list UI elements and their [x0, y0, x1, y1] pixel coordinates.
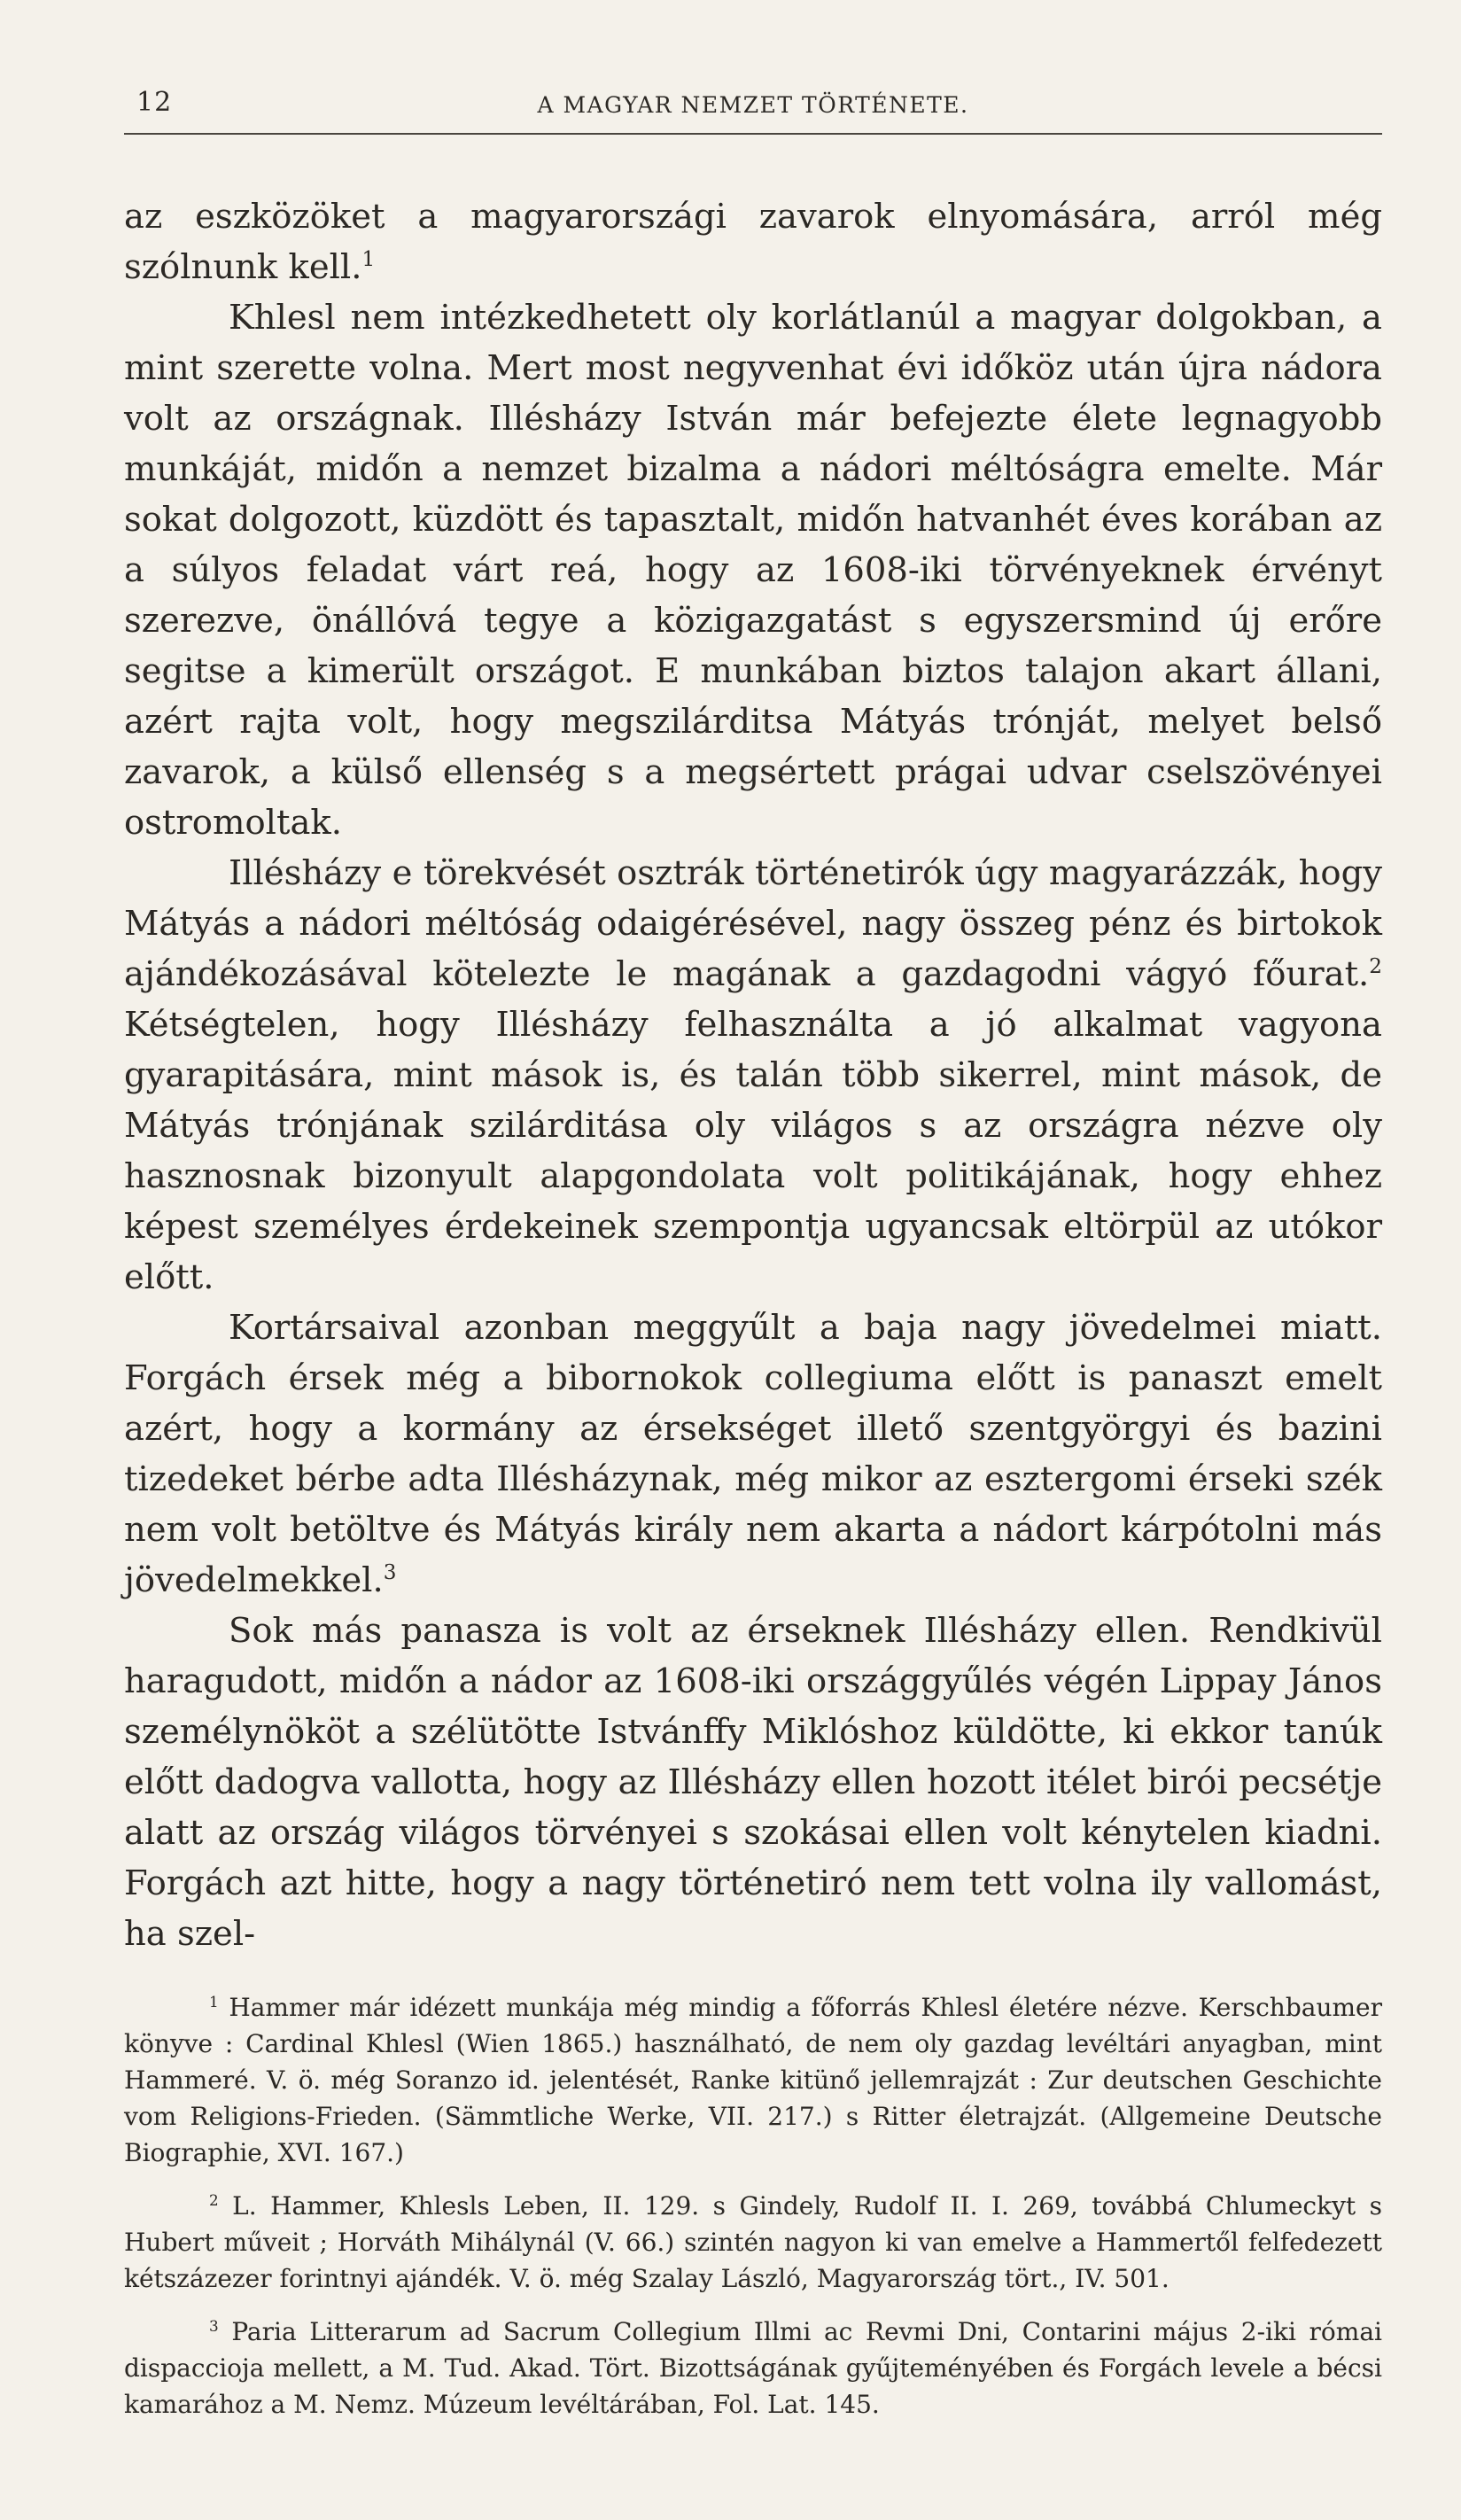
footnote-ref-1: 1 — [361, 248, 376, 272]
footnote-3-mark: 3 — [209, 2316, 219, 2335]
paragraph-2-text: Khlesl nem intézkedhetett oly korlátlanúl a magyar dolgokban, a mint szerette volna. Mert most negyvenhat évi időköz után újra nádora volt az országnak. Illésházy István már befejezte élete legnagyobb munkáját, midőn a nemzet bizalma a nádori méltóságra emelte. Már sokat dolgozott, küzdött és tapasztalt, midőn hatvanhét éves korában az a súlyos feladat várt reá, hogy az 1608-iki törvényeknek érvényt szerezve, önállóvá tegye a közigazgatást s egyszersmind új erőre segitse a kimerült országot. E munkában biztos talajon akart állani, azért rajta volt, hogy megszilárditsa Mátyás trónját, melyet belső zavarok, a külső ellenség s a megsértett prágai udvar cselszövényei ostromoltak. — [124, 298, 1382, 843]
footnote-1 — [124, 1989, 1382, 2171]
paragraph-3-text-a: Illésházy e törekvését osztrák történetirók úgy magyarázzák, hogy Mátyás a nádori méltóság odaigérésével, nagy összeg pénz és birtokok ajándékozásával kötelezte le magának a gazdagodni vágyó főurat. — [124, 853, 1382, 994]
paragraph-4 — [124, 1303, 1382, 1606]
footnote-2 — [124, 2188, 1382, 2297]
body-text — [124, 191, 1382, 1959]
footnote-3-text: Paria Litterarum ad Sacrum Collegium Illmi ac Revmi Dni, Contarini május 2-iki római dispaccioja mellett, a M. Tud. Akad. Tört. Bizottságának gyűjteményében és Forgách levele a bécsi kamarához a M. Nemz. Múzeum levéltárában, Fol. Lat. 145. — [124, 2317, 1382, 2419]
paragraph-5-text: Sok más panasza is volt az érseknek Illésházy ellen. Rendkivül haragudott, midőn a nádor az 1608-iki országgyűlés végén Lippay János személynököt a szélütötte Istvánffy Miklóshoz küldötte, ki ekkor tanúk előtt dadogva vallotta, hogy az Illésházy ellen hozott itélet birói pecsétje alatt az ország világos törvényei s szokásai ellen volt kénytelen kiadni. Forgách azt hitte, hogy a nagy történetiró nem tett volna ily vallomást, ha szel- — [124, 1611, 1382, 1954]
footnote-2-mark: 2 — [209, 2190, 219, 2209]
paragraph-3-text-b: Kétségtelen, hogy Illésházy felhasználta a jó alkalmat vagyona gyarapitására, mint mások is, és talán több sikerrel, mint mások, de Mátyás trónjának szilárditása oly világos s az országra nézve oly hasznosnak bizonyult alapgondolata volt politikájának, hogy ehhez képest személyes érdekeinek szempontja ugyancsak eltörpül az utókor előtt. — [124, 1005, 1382, 1297]
running-head — [124, 80, 1382, 135]
paragraph-5 — [124, 1606, 1382, 1959]
footnote-1-mark: 1 — [209, 1992, 219, 2011]
paragraph-1 — [124, 191, 1382, 292]
paragraph-4-text: Kortársaival azonban meggyűlt a baja nagy jövedelmei miatt. Forgách érsek még a bibornokok collegiuma előtt is panaszt emelt azért, hogy a kormány az érsekséget illető szentgyörgyi és bazini tizedeket bérbe adta Illésházynak, még mikor az esztergomi érseki szék nem volt betöltve és Mátyás király nem akarta a nádort kárpótolni más jövedelmekkel. — [124, 1308, 1382, 1600]
footnote-1-text: Hammer már idézett munkája még mindig a főforrás Khlesl életére nézve. Kerschbaumer könyve : Cardinal Khlesl (Wien 1865.) használható, de nem oly gazdag levéltári anyagban, mint Hammeré. V. ö. még Soranzo id. jelentését, Ranke kitünő jellemrajzát : Zur deutschen Geschichte vom Religions-Frieden. (Sämmtliche Werke, VII. 217.) s Ritter életrajzát. (Allgemeine Deutsche Biographie, XVI. 167.) — [124, 1993, 1382, 2167]
paragraph-2 — [124, 292, 1382, 848]
running-title: A MAGYAR NEMZET TÖRTÉNETE. — [537, 92, 969, 118]
paragraph-3 — [124, 848, 1382, 1303]
footnote-ref-2: 2 — [1369, 955, 1382, 979]
footnote-2-text: L. Hammer, Khlesls Leben, II. 129. s Gindely, Rudolf II. I. 269, továbbá Chlumeckyt s Hubert műveit ; Horváth Mihálynál (V. 66.) szintén nagyon ki van emelve a Hammertől felfedezett kétszázezer forintnyi ajándék. V. ö. még Szalay László, Magyarország tört., IV. 501. — [124, 2191, 1382, 2293]
footnote-3 — [124, 2314, 1382, 2423]
footnotes — [124, 1989, 1382, 2423]
paragraph-1-text: az eszközöket a magyarországi zavarok elnyomására, arról még szólnunk kell. — [124, 197, 1382, 287]
page-number: 12 — [136, 87, 173, 118]
footnote-ref-3: 3 — [383, 1561, 397, 1585]
book-page — [124, 80, 1382, 2439]
